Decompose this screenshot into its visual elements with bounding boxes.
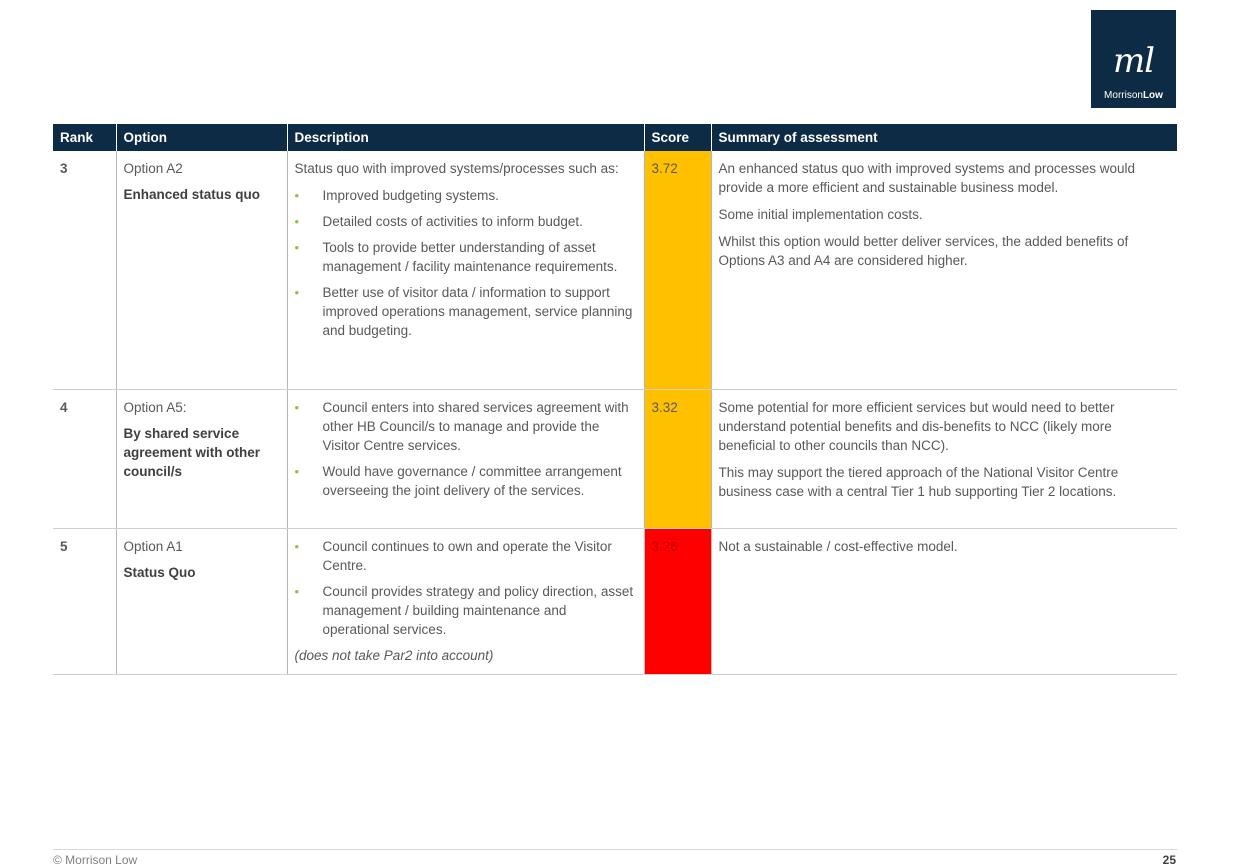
- logo-wordmark-part1: Morrison: [1104, 90, 1143, 101]
- table-row: [53, 389, 1177, 528]
- bullet-icon: •: [294, 583, 300, 599]
- score-cell: 3.32: [644, 389, 711, 528]
- score-cell: 3.72: [644, 151, 711, 389]
- summary-paragraph: Whilst this option would better deliver services, the added benefits of Options A3 and A4 are considered higher.: [718, 234, 1129, 268]
- list-item-text: Council continues to own and operate the Visitor Centre.: [322, 538, 612, 573]
- description-list: [295, 186, 637, 340]
- header-score: Score: [644, 124, 711, 151]
- description-note: (does not take Par2 into account): [294, 647, 494, 663]
- option-subtitle: Enhanced status quo: [123, 187, 261, 202]
- option-cell: [116, 528, 287, 674]
- option-name: Option A2: [123, 161, 183, 176]
- summary-paragraph: This may support the tiered approach of the National Visitor Centre business case with a central Tier 1 hub supporting Tier 2 locations.: [718, 464, 1119, 499]
- bullet-icon: •: [294, 399, 300, 415]
- summary-paragraph: Some initial implementation costs.: [718, 207, 923, 222]
- bullet-icon: •: [294, 285, 300, 300]
- summary-paragraph: Not a sustainable / cost-effective model.: [718, 538, 958, 554]
- description-intro: Status quo with improved systems/processes such as:: [294, 161, 619, 176]
- list-item: [295, 462, 637, 500]
- assessment-table: [53, 124, 1177, 675]
- rank-cell: 3: [53, 151, 116, 389]
- table-row: [53, 528, 1177, 674]
- logo-wordmark: [1091, 90, 1176, 102]
- logo-monogram: ml: [1112, 41, 1155, 81]
- bullet-icon: •: [294, 240, 300, 255]
- bullet-icon: •: [294, 188, 300, 203]
- summary-cell: [711, 528, 1177, 674]
- list-item: [295, 537, 637, 575]
- bullet-icon: •: [294, 538, 300, 554]
- option-subtitle: By shared service agreement with other council/s: [123, 425, 261, 479]
- list-item: [295, 186, 637, 205]
- list-item: [295, 582, 637, 639]
- bullet-icon: •: [294, 214, 300, 229]
- header-rank: Rank: [53, 124, 116, 151]
- list-item-text: Council provides strategy and policy direction, asset management / building maintenance and operational services.: [322, 583, 634, 637]
- description-cell: [287, 151, 644, 389]
- logo-wordmark-part2: Low: [1142, 90, 1163, 101]
- option-cell: [116, 151, 287, 389]
- footer-copyright: © Morrison Low: [53, 853, 138, 867]
- table-header-row: [53, 124, 1177, 151]
- list-item: [295, 398, 637, 455]
- rank-cell: 4: [53, 389, 116, 528]
- description-list: [295, 398, 637, 500]
- list-item-text: Tools to provide better understanding of asset management / facility maintenance requirements.: [322, 240, 618, 274]
- bullet-icon: •: [294, 463, 300, 479]
- list-item-text: Council enters into shared services agreement with other HB Council/s to manage and provide the Visitor Centre services.: [322, 399, 629, 453]
- header-summary: Summary of assessment: [711, 124, 1177, 151]
- list-item-text: Would have governance / committee arrangement overseeing the joint delivery of the services.: [322, 463, 622, 498]
- description-list: [295, 537, 637, 639]
- description-cell: [287, 389, 644, 528]
- summary-paragraph: An enhanced status quo with improved systems and processes would provide a more efficient and sustainable business model.: [718, 161, 1135, 195]
- option-name: Option A5:: [123, 399, 187, 415]
- summary-cell: [711, 151, 1177, 389]
- list-item-text: Better use of visitor data / information to support improved operations management, service planning and budgeting.: [322, 285, 633, 338]
- list-item: [295, 238, 637, 276]
- list-item: [295, 212, 637, 231]
- morrison-low-logo: [1091, 10, 1176, 108]
- summary-paragraph: Some potential for more efficient services but would need to better understand potential benefits and dis-benefits to NCC (likely more beneficial to other councils than NCC).: [718, 399, 1115, 453]
- header-option: Option: [116, 124, 287, 151]
- list-item-text: Detailed costs of activities to inform budget.: [322, 214, 583, 229]
- score-cell: 3.26: [644, 528, 711, 674]
- footer-divider: [53, 849, 1177, 850]
- table-row: [53, 151, 1177, 389]
- page-number: 25: [1162, 853, 1176, 867]
- option-cell: [116, 389, 287, 528]
- list-item-text: Improved budgeting systems.: [322, 188, 499, 203]
- option-name: Option A1: [123, 538, 183, 554]
- summary-cell: [711, 389, 1177, 528]
- list-item: [295, 283, 637, 340]
- option-subtitle: Status Quo: [123, 564, 196, 580]
- description-cell: [287, 528, 644, 674]
- header-description: Description: [287, 124, 644, 151]
- rank-cell: 5: [53, 528, 116, 674]
